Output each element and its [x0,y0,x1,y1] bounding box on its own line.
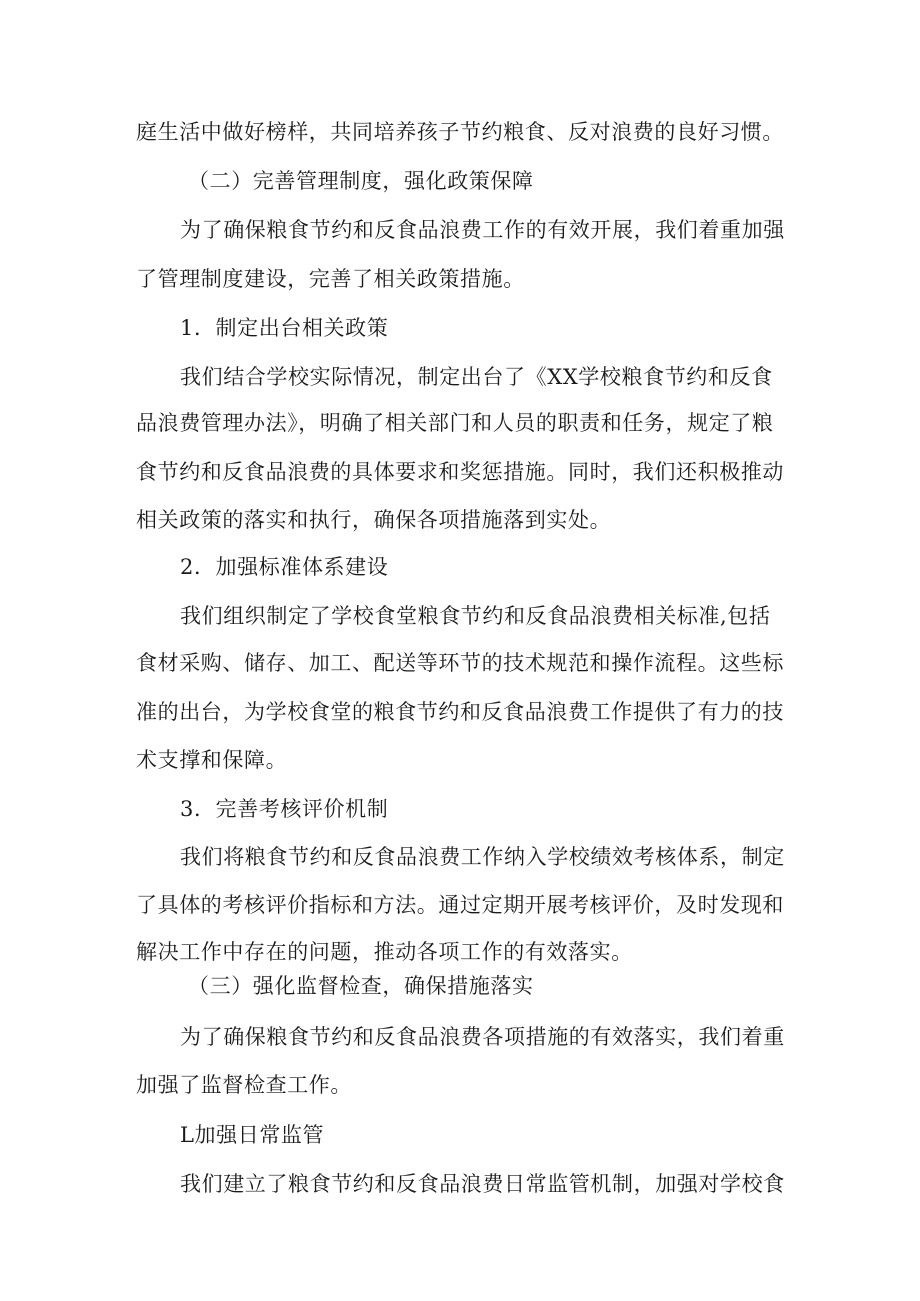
section-heading: （二）完善管理制度，强化政策保障 [188,169,534,193]
subsection-heading: 3．完善考核评价机制 [180,797,389,821]
paragraph-line: 食节约和反食品浪费的具体要求和奖惩措施。同时，我们还积极推动 [136,460,784,484]
paragraph-line: 准的出台，为学校食堂的粮食节约和反食品浪费工作提供了有力的技 [136,700,784,724]
paragraph-line: 我们将粮食节约和反食品浪费工作纳入学校绩效考核体系，制定 [180,845,785,869]
section-heading: （三）强化监督检查，确保措施落实 [188,974,534,998]
paragraph-line: 为了确保粮食节约和反食品浪费工作的有效开展，我们着重加强 [180,218,785,242]
subsection-heading: L加强日常监管 [180,1123,325,1147]
paragraph-line: 术支撑和保障。 [136,748,288,772]
subsection-heading: 2．加强标准体系建设 [180,555,389,579]
paragraph-line: 为了确保粮食节约和反食品浪费各项措施的有效落实，我们着重 [180,1025,785,1049]
paragraph-line: 了具体的考核评价指标和方法。通过定期开展考核评价，及时发现和 [136,893,784,917]
paragraph-line: 我们建立了粮食节约和反食品浪费日常监管机制，加强对学校食 [180,1172,785,1196]
paragraph-line: 相关政策的落实和执行，确保各项措施落到实处。 [136,508,612,532]
paragraph-line: 了管理制度建设，完善了相关政策措施。 [136,267,525,291]
paragraph-line: 我们组织制定了学校食堂粮食节约和反食品浪费相关标准,包括 [180,604,771,628]
paragraph-line: 解决工作中存在的问题，推动各项工作的有效落实。 [136,940,633,964]
paragraph-line: 食材采购、储存、加工、配送等环节的技术规范和操作流程。这些标 [136,651,784,675]
subsection-heading: 1．制定出台相关政策 [180,316,389,340]
paragraph-line: 品浪费管理办法》，明确了相关部门和人员的职责和任务，规定了粮 [136,411,774,435]
paragraph-line: 我们结合学校实际情况，制定出台了《XX学校粮食节约和反食 [180,365,773,389]
paragraph-line: 庭生活中做好榜样，共同培养孩子节约粮食、反对浪费的良好习惯。 [136,120,784,144]
paragraph-line: 加强了监督检查工作。 [136,1073,352,1097]
